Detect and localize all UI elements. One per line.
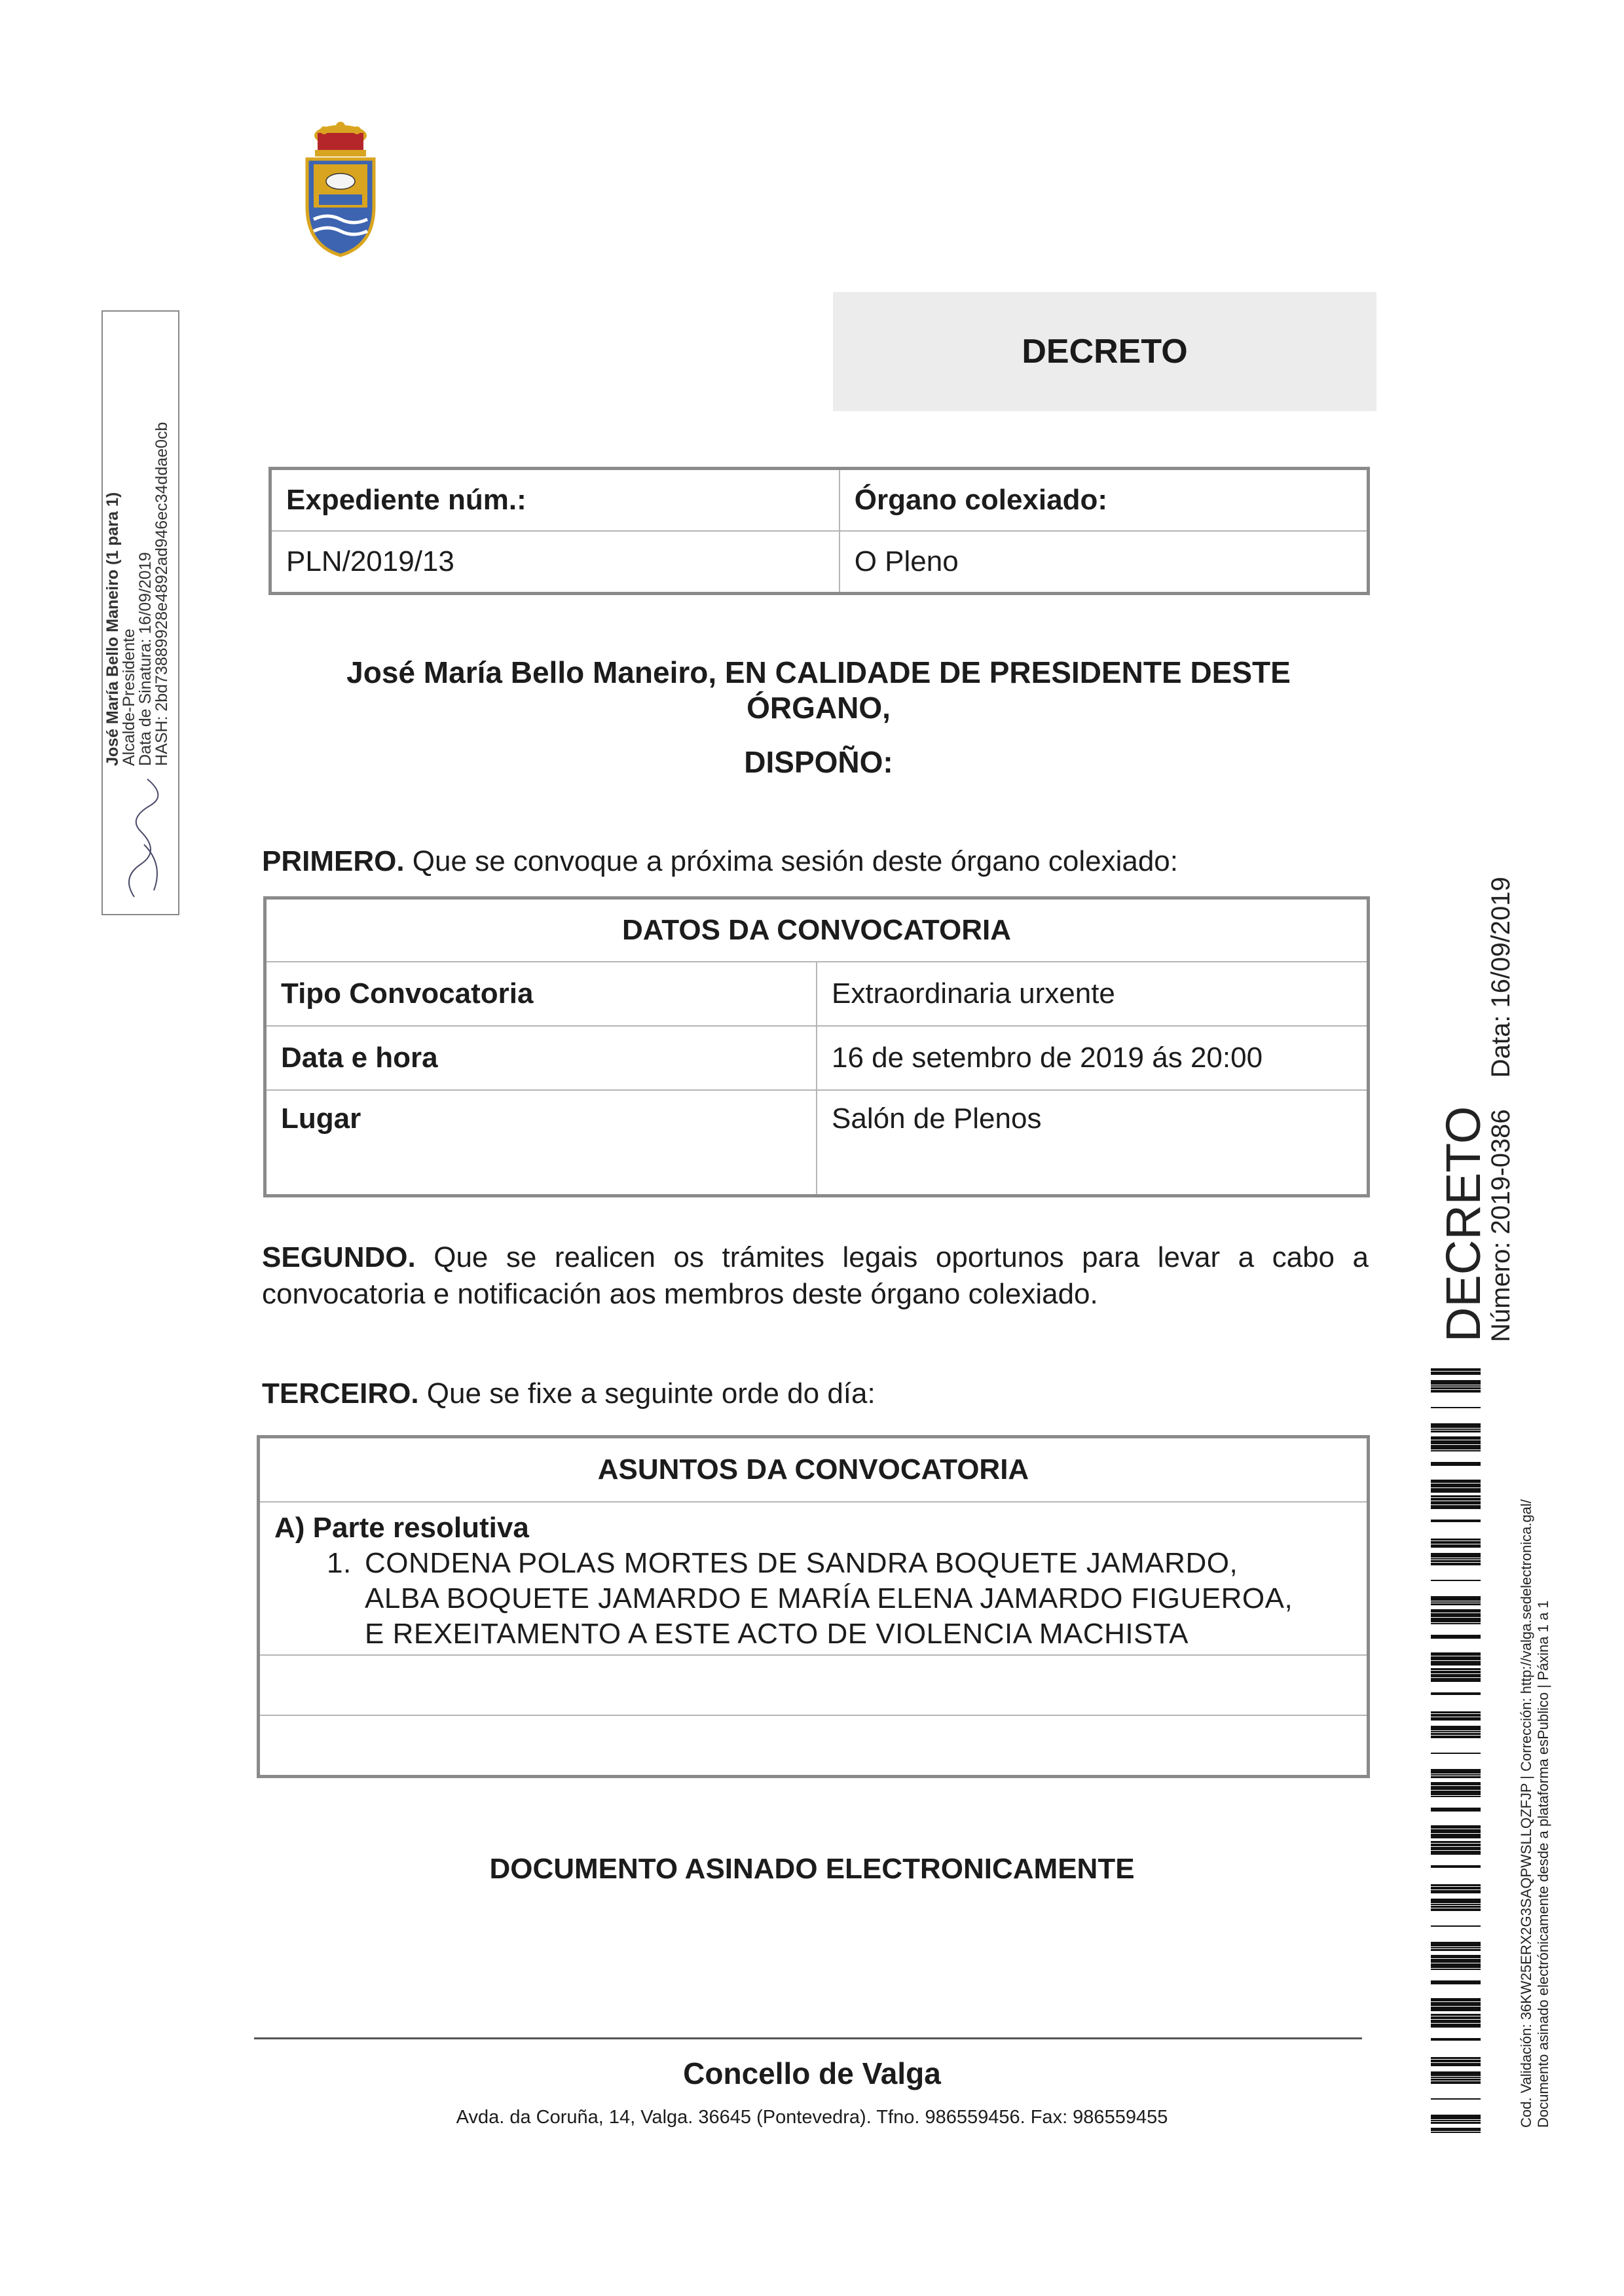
barcode-bar <box>1431 1558 1481 1559</box>
convocatoria-table <box>263 896 1370 1197</box>
table-row <box>265 962 1369 1026</box>
barcode-bar <box>1431 2016 1481 2019</box>
barcode-bar <box>1431 1731 1481 1732</box>
barcode-bar <box>1431 1753 1481 1754</box>
item-number: 1. <box>327 1547 352 1579</box>
barcode-bar <box>1431 2079 1481 2081</box>
barcode-bar <box>1431 1786 1481 1790</box>
barcode-bar <box>1431 1829 1481 1833</box>
barcode-bar <box>1431 1541 1481 1544</box>
barcode-bar <box>1431 2081 1481 2084</box>
barcode-bar <box>1431 1368 1481 1371</box>
barcode-bar <box>1431 1423 1481 1428</box>
barcode-bar <box>1431 2122 1481 2124</box>
lugar-value: Salón de Plenos <box>817 1090 1369 1196</box>
barcode-bar <box>1431 1603 1481 1605</box>
primero-text: Que se convoque a próxima sesión deste órgano colexiado: <box>404 845 1178 877</box>
barcode-bar <box>1431 1851 1481 1855</box>
stamp-line-1: José María Bello Maneiro (1 para 1) <box>103 492 122 766</box>
barcode-bar <box>1431 1596 1481 1601</box>
barcode-bar <box>1431 1387 1481 1389</box>
barcode-bar <box>1431 1429 1481 1430</box>
barcode-bar <box>1431 1450 1481 1451</box>
barcode-bar <box>1431 1796 1481 1797</box>
terceiro-paragraph <box>262 1376 1369 1412</box>
barcode-bar <box>1431 1949 1481 1951</box>
barcode-bar <box>1431 2063 1481 2066</box>
barcode-bar <box>1431 2007 1481 2011</box>
barcode-bar <box>1431 2132 1481 2133</box>
barcode-bar <box>1431 1711 1481 1713</box>
barcode-bar <box>1431 1671 1481 1673</box>
barcode-bar <box>1431 2057 1481 2059</box>
barcode-bar <box>1431 1887 1481 1889</box>
barcode-bar <box>1431 1445 1481 1449</box>
convocatoria-title: DATOS DA CONVOCATORIA <box>265 898 1369 962</box>
barcode-bar <box>1431 1674 1481 1677</box>
heading-line-3: DISPOÑO: <box>744 745 893 779</box>
barcode-bar <box>1431 1601 1481 1603</box>
expediente-label: Expediente núm.: <box>270 469 840 532</box>
barcode-bar <box>1431 1834 1481 1838</box>
barcode-bar <box>1431 1430 1481 1432</box>
municipal-crest-icon <box>298 121 383 259</box>
tipo-label: Tipo Convocatoria <box>265 962 817 1026</box>
barcode-bar <box>1431 2077 1481 2078</box>
tipo-value: Extraordinaria urxente <box>817 962 1369 1026</box>
barcode-bar <box>1431 1440 1481 1444</box>
item-line-2: ALBA BOQUETE JAMARDO E MARÍA ELENA JAMARDO FIGUEROA, <box>365 1582 1293 1614</box>
signature-stamp-text <box>105 177 177 766</box>
barcode-bar <box>1431 1769 1481 1774</box>
barcode-bar <box>1431 1847 1481 1850</box>
barcode-bar <box>1431 1498 1481 1501</box>
primero-label: PRIMERO. <box>262 845 405 877</box>
barcode-bar <box>1431 2098 1481 2100</box>
barcode-bar <box>1431 1841 1481 1843</box>
organo-label: Órgano colexiado: <box>840 469 1369 532</box>
segundo-text: Que se realicen os trámites legais oportunos para levar a cabo a convocatoria e notificación aos membros deste órgano colexiado. <box>262 1241 1369 1310</box>
side-decreto-label: DECRETO <box>1436 1106 1490 1342</box>
asuntos-title: ASUNTOS DA CONVOCATORIA <box>259 1437 1369 1503</box>
barcode-bar <box>1431 1539 1481 1540</box>
expediente-value: PLN/2019/13 <box>270 531 840 594</box>
barcode-bar <box>1431 1480 1481 1483</box>
cod-line-2: Documento asinado electrónicamente desde a plataforma esPublico | Páxina 1 a 1 <box>1535 1600 1551 2128</box>
expediente-table <box>268 467 1370 595</box>
barcode-bar <box>1431 1407 1481 1408</box>
barcode-bar <box>1431 1372 1481 1375</box>
barcode-bar <box>1431 1782 1481 1785</box>
side-data: Data: 16/09/2019 <box>1486 877 1515 1078</box>
barcode-bar <box>1431 2024 1481 2028</box>
barcode-bar <box>1431 2115 1481 2119</box>
list-item <box>327 1546 1352 1652</box>
table-row <box>265 1026 1369 1090</box>
barcode-bar <box>1431 2060 1481 2062</box>
barcode-bar <box>1431 1390 1481 1393</box>
barcode-bar <box>1431 1544 1481 1548</box>
side-meta <box>1486 877 1516 1342</box>
data-hora-value: 16 de setembro de 2019 ás 20:00 <box>817 1026 1369 1090</box>
barcode-bar <box>1431 1613 1481 1617</box>
barcode-bar <box>1431 1520 1481 1522</box>
barcode-bar <box>1431 1899 1481 1903</box>
terceiro-text: Que se fixe a seguinte orde do día: <box>418 1377 876 1410</box>
barcode-bar <box>1431 1963 1481 1968</box>
footer-name: Concello de Valga <box>683 2056 941 2090</box>
barcode-bar <box>1431 1635 1481 1639</box>
barcode-bar <box>1431 1884 1481 1886</box>
barcode-bar <box>1431 1462 1481 1466</box>
stamp-line-2: Alcalde-Presidente <box>120 629 138 766</box>
barcode-bar <box>1431 1906 1481 1908</box>
item-line-1: CONDENA POLAS MORTES DE SANDRA BOQUETE JAMARDO, <box>365 1547 1238 1579</box>
barcode-bar <box>1431 2014 1481 2016</box>
segundo-label: SEGUNDO. <box>262 1241 416 1273</box>
stamp-line-4: HASH: 2bd73889928e4892ad946ec34ddae0cb <box>153 422 171 766</box>
barcode-bar <box>1431 1668 1481 1670</box>
barcode-bar <box>1431 1890 1481 1893</box>
part-heading: A) Parte resolutiva <box>274 1512 529 1544</box>
barcode-bar <box>1431 1501 1481 1504</box>
barcode-bar <box>1431 1436 1481 1440</box>
barcode-bar <box>1431 1955 1481 1958</box>
barcode-bar <box>1431 1623 1481 1624</box>
barcode-bar <box>1431 2120 1481 2121</box>
barcode-bar <box>1431 1774 1481 1776</box>
barcode-bar <box>1431 1980 1481 1984</box>
barcode-bar <box>1431 1791 1481 1795</box>
barcode-bar <box>1431 1656 1481 1660</box>
barcode-bar <box>1431 1678 1481 1682</box>
data-hora-label: Data e hora <box>265 1026 817 1090</box>
barcode-bar <box>1431 1736 1481 1738</box>
barcode-bar <box>1431 1380 1481 1385</box>
barcode-bar <box>1431 2038 1481 2041</box>
barcode-bar <box>1431 1726 1481 1730</box>
barcode-bar <box>1431 1925 1481 1927</box>
barcode-bar <box>1431 1618 1481 1622</box>
side-numero: Número: 2019-0386 <box>1486 1109 1515 1342</box>
barcode-bar <box>1431 1505 1481 1509</box>
barcode-bar <box>1431 2002 1481 2006</box>
lugar-label: Lugar <box>265 1090 817 1196</box>
barcode-bar <box>1431 1908 1481 1911</box>
signed-note: DOCUMENTO ASINADO ELECTRONICAMENTE <box>489 1853 1135 1885</box>
footer-address: Avda. da Coruña, 14, Valga. 36645 (Pontevedra). Tfno. 986559456. Fax: 986559455 <box>456 2107 1168 2128</box>
barcode-bar <box>1431 1714 1481 1717</box>
barcode-bar <box>1431 1733 1481 1735</box>
barcode-bar <box>1431 2071 1481 2076</box>
barcode-bar <box>1431 1969 1481 1970</box>
barcode-bar <box>1431 1385 1481 1387</box>
barcode-bar <box>1431 1484 1481 1487</box>
validation-barcode <box>1431 1368 1481 2133</box>
barcode-bar <box>1431 1560 1481 1562</box>
asuntos-content <box>259 1502 1369 1655</box>
handwritten-signature-icon <box>115 766 174 903</box>
barcode-bar <box>1431 2020 1481 2023</box>
item-line-3: E REXEITAMENTO A ESTE ACTO DE VIOLENCIA MACHISTA <box>365 1618 1189 1650</box>
barcode-bar <box>1431 1904 1481 1905</box>
primero-paragraph <box>262 843 1369 880</box>
barcode-bar <box>1431 1488 1481 1493</box>
heading-line-2: ÓRGANO, <box>747 691 891 725</box>
heading-line-1: José María Bello Maneiro, EN CALIDADE DE PRESIDENTE DESTE <box>346 655 1291 689</box>
barcode-bar <box>1431 1580 1481 1581</box>
validation-code-text <box>1518 1499 1552 2128</box>
barcode-bar <box>1431 1661 1481 1666</box>
barcode-bar <box>1431 1717 1481 1721</box>
barcode-bar <box>1431 1553 1481 1558</box>
cod-line-1: Cod. Validación: 36KW25ERX2G3SAQPWSLLQZFJP | Corrección: http://valga.sedelectronica.gal/ <box>1518 1499 1534 2128</box>
terceiro-label: TERCEIRO. <box>262 1377 419 1410</box>
barcode-bar <box>1431 1947 1481 1948</box>
barcode-bar <box>1431 1776 1481 1778</box>
barcode-bar <box>1431 1808 1481 1812</box>
organo-value: O Pleno <box>840 531 1369 594</box>
barcode-bar <box>1431 1942 1481 1946</box>
table-row <box>265 1090 1369 1196</box>
barcode-bar <box>1431 1844 1481 1846</box>
barcode-bar <box>1431 1652 1481 1656</box>
barcode-bar <box>1431 1609 1481 1613</box>
barcode-bar <box>1431 1959 1481 1963</box>
blank-row <box>259 1715 1369 1777</box>
barcode-bar <box>1431 1495 1481 1497</box>
document-title: DECRETO <box>833 292 1376 411</box>
footer-divider <box>254 2037 1362 2039</box>
asuntos-table <box>257 1435 1370 1778</box>
blank-row <box>259 1655 1369 1715</box>
segundo-paragraph <box>262 1239 1369 1313</box>
barcode-bar <box>1431 1563 1481 1565</box>
stamp-line-3: Data de Sinatura: 16/09/2019 <box>136 552 155 766</box>
barcode-bar <box>1431 1998 1481 2001</box>
barcode-bar <box>1431 1692 1481 1695</box>
barcode-bar <box>1431 1865 1481 1868</box>
barcode-bar <box>1431 1825 1481 1829</box>
barcode-bar <box>1431 2128 1481 2131</box>
